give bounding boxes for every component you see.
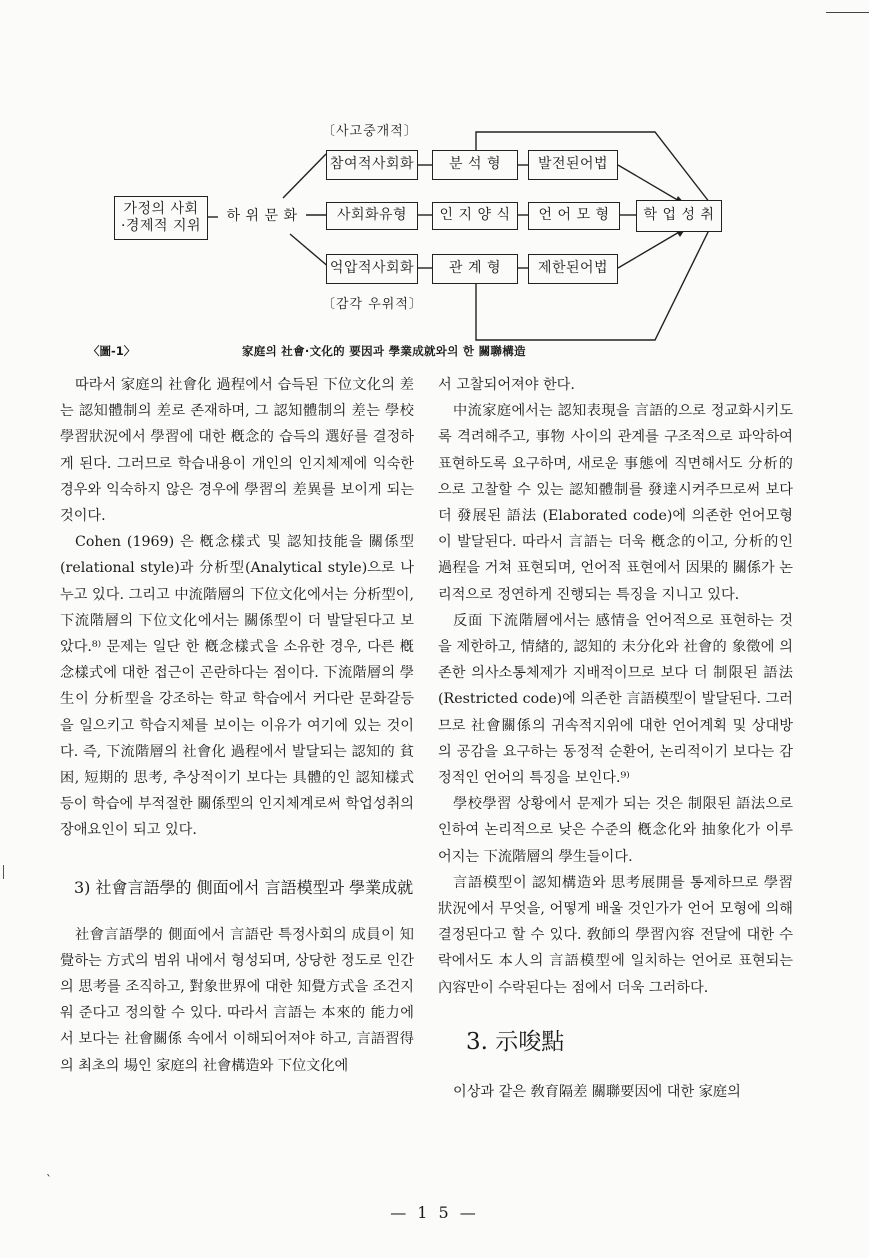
relationship-diagram (0, 110, 869, 350)
box-relational-type: 관 계 형 (432, 254, 518, 284)
figure-number: 〈圖-1〉 (88, 344, 136, 358)
body-paragraph: 中流家庭에서는 認知表現을 言語的으로 정교화시키도록 격려해주고, 事物 사이의 관계를 구조적으로 파악하여 표현하도록 요구하며, 새로운 事態에 직면해서도 分析的으로 고찰할 수 있는 認知體制를 發達시켜주므로써 보다 더 發展된 語法 (Elaborated code)에 의존한 언어모형이 발달된다. 따라서 言語는 더욱 槪念的이고, 分析的인 過程을 거쳐 표현되며, 언어적 표현에서 因果的 關係가 논리적으로 정연하게 진행되는 특징을 지니고 있다. (438, 403, 793, 603)
section-heading: 3) 社會言語學的 側面에서 言語模型과 學業成就 (74, 877, 414, 897)
box-elaborated-code: 발전된어법 (528, 150, 618, 180)
box-academic-achievement: 학 업 성 취 (636, 200, 722, 232)
margin-tick (3, 865, 4, 879)
body-paragraph: 言語模型이 認知構造와 思考展開를 통제하므로 學習狀況에서 무엇을, 어떻게 배울 것인가가 언어 모형에 의해 결정된다고 할 수 있다. 敎師의 學習內容 전달에 대한 수락에서도 本人의 言語模型에 일치하는 언어로 표현되는 內容만이 수락된다는 점에서 더욱 그러하다. (438, 874, 793, 996)
box-family-status-line2: ·경제적 지위 (120, 218, 202, 234)
body-paragraph: 學校學習 상황에서 문제가 되는 것은 制限된 語法으로 인하여 논리적으로 낮은 수준의 槪念化와 抽象化가 이루어지는 下流階層의 學生들이다. (438, 796, 793, 865)
box-repressive-socialization: 억압적사회화 (326, 254, 418, 284)
figure-caption: 家庭의 社會·文化的 要因과 學業成就와의 한 關聯構造 (242, 344, 526, 358)
box-socialization-type: 사회화유형 (326, 202, 418, 230)
margin-mark: ` (46, 1173, 52, 1187)
box-language-model: 언 어 모 형 (528, 202, 620, 230)
right-column (438, 372, 793, 1105)
body-paragraph: 이상과 같은 敎育隔差 關聯要因에 대한 家庭의 (453, 1083, 741, 1100)
box-analytic-type: 분 석 형 (432, 150, 518, 180)
page-number: — 1 5 — (390, 1203, 479, 1222)
chapter-heading: 3. 示唆點 (466, 1028, 565, 1055)
body-paragraph: 反面 下流階層에서는 感情을 언어적으로 표현하는 것을 제한하고, 情緖的, 認知的 未分化와 社會的 象徵에 의존한 의사소통체제가 지배적이므로 보다 더 制限된 語法 (Restricted code)에 의존한 言語模型이 발달된다. 그러므로 社會關係의 귀속적지위에 대한 언어계획 및 상대방의 공감을 요구하는 동정적 순환어, 논리적이기 보다는 감정적인 언어의 특징을 보인다.⁹⁾ (438, 612, 793, 787)
box-cognitive-style: 인 지 양 식 (432, 202, 518, 230)
box-restricted-code: 제한된어법 (528, 254, 618, 284)
box-family-status-line1: 가정의 사회 (123, 200, 199, 217)
box-subculture: 하 위 문 화 (218, 204, 306, 230)
body-paragraph: 서 고찰되어져야 한다. (438, 377, 575, 393)
left-column (60, 372, 414, 1079)
box-family-status (114, 196, 208, 240)
body-paragraph: 따라서 家庭의 社會化 過程에서 습득된 下位文化의 差는 認知體制의 差로 존재하며, 그 認知體制의 差는 學校學習狀況에서 學習에 대한 槪念的 습득의 選好를 결정하게 된다. 그러므로 학습내용이 개인의 인지체제에 익숙한 경우와 익숙하지 않은 경우에 學習의 差異를 보이게 되는 것이다. (60, 377, 414, 525)
corner-rule (826, 12, 869, 13)
bracket-label-bottom: 〔감각 우위적〕 (322, 297, 423, 312)
bracket-label-top: 〔사고중개적〕 (322, 124, 418, 139)
body-paragraph: Cohen (1969) 은 槪念樣式 및 認知技能을 關係型(relational style)과 分析型(Analytical style)으로 나누고 있다. 그리고 中流階層의 下位文化에서는 分析型이, 下流階層의 下位文化에서는 關係型이 더 발달된다고 보았다.⁸⁾ 문제는 일단 한 槪念樣式을 소유한 경우, 다른 槪念樣式에 대한 접근이 곤란하다는 점이다. 下流階層의 學生이 分析型을 강조하는 학교 학습에서 커다란 문화갈등을 일으키고 학습지체를 보이는 이유가 여기에 있는 것이다. 즉, 下流階層의 社會化 過程에서 발달되는 認知的 貧困, 短期的 思考, 추상적이기 보다는 具體的인 認知樣式 등이 학습에 부적절한 關係型의 인지체계로써 학업성취의 장애요인이 되고 있다. (60, 534, 414, 839)
box-participatory-socialization: 참여적사회화 (326, 150, 418, 180)
body-paragraph: 社會言語學的 側面에서 言語란 특정사회의 成員이 知覺하는 方式의 범위 내에서 형성되며, 상당한 정도로 인간의 思考를 조직하고, 對象世界에 대한 知覺方式을 조건지워 준다고 정의할 수 있다. 따라서 言語는 本來的 能力에서 보다는 社會關係 속에서 이해되어져야 하고, 言語習得의 최초의 場인 家庭의 社會構造와 下位文化에 (60, 926, 414, 1074)
